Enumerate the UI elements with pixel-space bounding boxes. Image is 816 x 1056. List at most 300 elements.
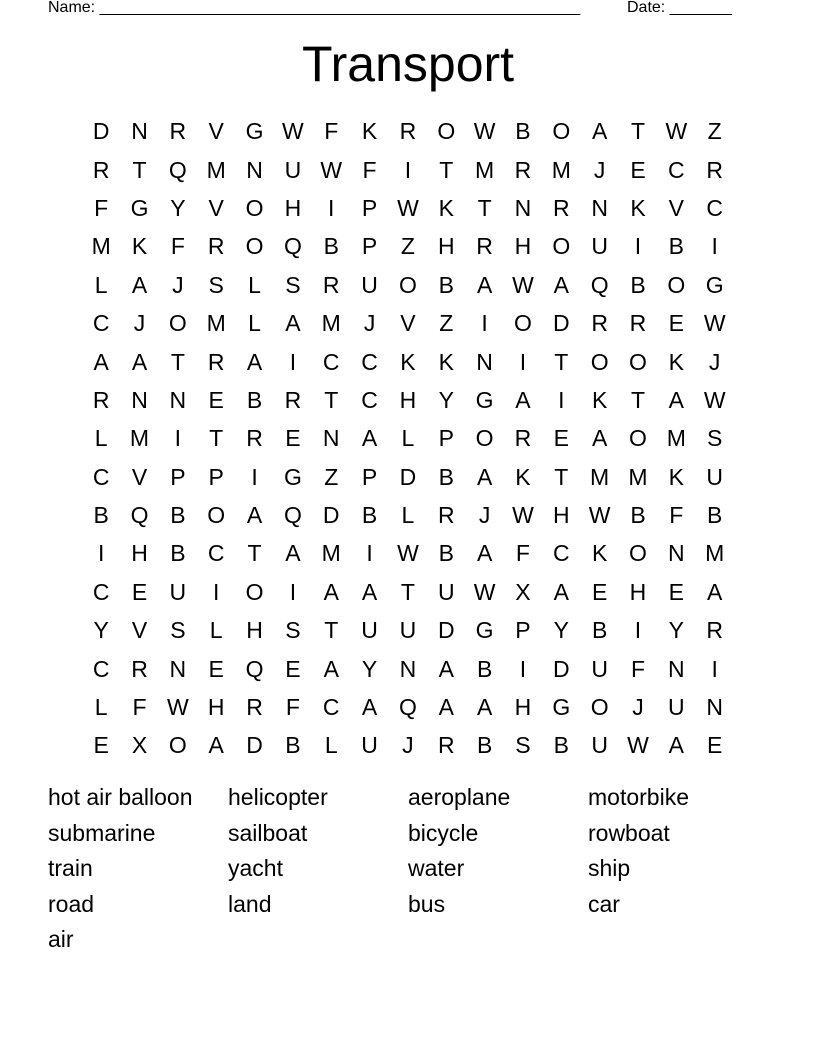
grid-cell[interactable]: B [361, 502, 378, 529]
grid-cell[interactable]: T [132, 156, 147, 183]
grid-cell[interactable]: W [397, 540, 419, 567]
grid-cell[interactable]: R [706, 156, 723, 183]
grid-cell[interactable]: R [476, 233, 493, 260]
grid-cell[interactable]: O [552, 233, 571, 260]
grid-cell[interactable]: E [285, 655, 301, 682]
grid-cell[interactable]: A [285, 310, 301, 337]
grid-cell[interactable]: I [558, 386, 565, 413]
grid-cell[interactable]: P [361, 463, 378, 490]
grid-cell[interactable]: H [207, 694, 225, 721]
grid-cell[interactable]: K [591, 540, 608, 567]
grid-cell[interactable]: U [668, 694, 685, 721]
grid-cell[interactable]: B [668, 233, 684, 260]
grid-cell[interactable]: W [167, 694, 189, 721]
grid-cell[interactable]: N [668, 655, 685, 682]
grid-cell[interactable]: E [131, 578, 148, 605]
grid-cell[interactable]: M [475, 156, 495, 183]
grid-cell[interactable]: O [629, 425, 647, 452]
grid-cell[interactable]: O [590, 694, 609, 721]
grid-cell[interactable]: O [245, 578, 264, 605]
grid-cell[interactable]: G [705, 271, 724, 298]
grid-cell[interactable]: B [515, 118, 531, 145]
grid-cell[interactable]: E [553, 425, 569, 452]
grid-cell[interactable]: I [634, 233, 642, 260]
grid-cell[interactable]: Z [324, 463, 339, 490]
date-field[interactable]: Date: _______ [627, 0, 732, 16]
word-list [48, 780, 768, 958]
grid-cell[interactable]: J [402, 732, 414, 759]
grid-cell[interactable]: D [552, 655, 570, 682]
grid-cell[interactable]: K [438, 194, 454, 221]
word-list-item: water [408, 855, 465, 882]
grid-cell[interactable]: D [92, 118, 110, 145]
grid-cell[interactable]: H [514, 233, 532, 260]
grid-cell[interactable]: N [514, 194, 532, 221]
grid-cell[interactable]: Q [398, 694, 417, 721]
grid-cell[interactable]: G [552, 694, 571, 721]
grid-cell[interactable]: M [321, 310, 341, 337]
grid-cell[interactable]: F [362, 156, 377, 183]
grid-cell[interactable]: I [328, 194, 335, 221]
grid-cell[interactable]: K [438, 348, 454, 375]
grid-cell[interactable]: V [131, 463, 148, 490]
grid-cell[interactable]: W [627, 732, 649, 759]
grid-cell[interactable]: M [91, 233, 111, 260]
grid-cell[interactable]: K [668, 348, 684, 375]
grid-cell[interactable]: I [519, 655, 527, 682]
grid-cell[interactable]: O [629, 348, 647, 375]
grid-cell[interactable]: O [475, 425, 494, 452]
grid-cell[interactable]: H [246, 617, 263, 644]
grid-cell[interactable]: A [285, 540, 301, 567]
grid-cell[interactable]: W [703, 386, 726, 413]
grid-cell[interactable]: O [207, 502, 226, 529]
grid-cell[interactable]: U [284, 156, 302, 183]
grid-cell[interactable]: B [438, 540, 454, 567]
grid-cell[interactable]: P [208, 463, 224, 490]
grid-cell[interactable]: A [208, 732, 224, 759]
grid-cell[interactable]: T [477, 194, 492, 221]
grid-cell[interactable]: R [437, 732, 455, 759]
grid-cell[interactable]: W [588, 502, 611, 529]
grid-cell[interactable]: C [706, 194, 723, 221]
grid-row [82, 150, 734, 188]
grid-cell[interactable]: J [632, 694, 644, 721]
grid-cell[interactable]: F [630, 655, 646, 682]
grid-cell[interactable]: Q [283, 233, 302, 260]
grid-cell[interactable]: U [399, 617, 417, 644]
grid-cell[interactable]: N [399, 655, 417, 682]
grid-cell[interactable]: P [361, 194, 378, 221]
grid-cell[interactable]: L [94, 425, 108, 452]
grid-cell[interactable]: H [399, 386, 417, 413]
grid-cell[interactable]: Q [283, 502, 302, 529]
grid-cell[interactable]: I [97, 540, 105, 567]
word-list-item: yacht [228, 855, 283, 882]
grid-cell[interactable]: G [283, 463, 302, 490]
grid-cell[interactable]: E [208, 655, 224, 682]
grid-cell[interactable]: Y [170, 194, 186, 221]
grid-cell[interactable]: Y [553, 617, 569, 644]
grid-cell[interactable]: N [131, 386, 148, 413]
grid-cell[interactable]: I [711, 233, 718, 260]
grid-cell[interactable]: H [131, 540, 148, 567]
grid-cell[interactable]: E [285, 425, 301, 452]
grid-cell[interactable]: R [514, 156, 532, 183]
grid-cell[interactable]: A [668, 386, 684, 413]
grid-cell[interactable]: I [711, 655, 718, 682]
grid-cell[interactable]: M [551, 156, 571, 183]
grid-cell[interactable]: C [668, 156, 685, 183]
grid-cell[interactable]: K [361, 118, 378, 145]
grid-cell[interactable]: A [476, 271, 493, 298]
grid-cell[interactable]: K [515, 463, 531, 490]
grid-cell[interactable]: L [94, 694, 108, 721]
grid-cell[interactable]: V [208, 194, 224, 221]
grid-cell[interactable]: A [131, 348, 148, 375]
grid-cell[interactable]: Y [438, 386, 454, 413]
grid-cell[interactable]: B [591, 617, 608, 644]
grid-cell[interactable]: S [515, 732, 531, 759]
grid-cell[interactable]: Y [361, 655, 378, 682]
grid-cell[interactable]: T [630, 386, 646, 413]
grid-row [82, 304, 734, 342]
grid-cell[interactable]: Q [130, 502, 149, 529]
grid-cell[interactable]: B [438, 463, 454, 490]
grid-cell[interactable]: F [132, 694, 147, 721]
grid-cell[interactable]: P [438, 425, 454, 452]
grid-cell[interactable]: A [361, 578, 378, 605]
grid-cell[interactable]: S [285, 617, 301, 644]
grid-cell[interactable]: I [519, 348, 527, 375]
grid-cell[interactable]: B [170, 540, 186, 567]
grid-cell[interactable]: S [285, 271, 301, 298]
grid-cell[interactable]: E [208, 386, 224, 413]
grid-cell[interactable]: I [251, 463, 258, 490]
grid-cell[interactable]: T [439, 156, 454, 183]
grid-cell[interactable]: M [206, 156, 226, 183]
grid-cell[interactable]: A [361, 425, 378, 452]
grid-cell[interactable]: W [473, 578, 496, 605]
grid-cell[interactable]: F [94, 194, 109, 221]
grid-cell[interactable]: V [131, 617, 148, 644]
grid-cell[interactable]: U [706, 463, 723, 490]
grid-cell[interactable]: X [515, 578, 531, 605]
grid-cell[interactable]: R [92, 386, 110, 413]
grid-cell[interactable]: U [591, 732, 608, 759]
grid-cell[interactable]: L [324, 732, 338, 759]
grid-cell[interactable]: I [404, 156, 412, 183]
grid-cell[interactable]: M [628, 463, 648, 490]
grid-cell[interactable]: Y [93, 617, 109, 644]
grid-cell[interactable]: U [361, 732, 378, 759]
grid-cell[interactable]: P [170, 463, 186, 490]
grid-cell[interactable]: O [245, 194, 264, 221]
grid-cell[interactable]: F [324, 118, 339, 145]
grid-cell[interactable]: R [131, 655, 148, 682]
grid-cell[interactable]: Z [707, 118, 722, 145]
grid-cell[interactable]: J [708, 348, 721, 375]
grid-cell[interactable]: N [169, 386, 187, 413]
grid-cell[interactable]: T [247, 540, 262, 567]
grid-cell[interactable]: M [705, 540, 725, 567]
grid-cell[interactable]: P [515, 617, 531, 644]
grid-cell[interactable]: X [131, 732, 148, 759]
grid-cell[interactable]: N [169, 655, 187, 682]
grid-cell[interactable]: C [92, 310, 110, 337]
grid-row [82, 573, 734, 611]
grid-cell[interactable]: R [514, 425, 532, 452]
grid-cell[interactable]: T [630, 118, 646, 145]
grid-cell[interactable]: N [591, 194, 608, 221]
grid-cell[interactable]: K [630, 194, 646, 221]
grid-cell[interactable]: A [476, 540, 493, 567]
grid-cell[interactable]: B [630, 271, 646, 298]
grid-cell[interactable]: L [401, 425, 415, 452]
grid-cell[interactable]: T [170, 348, 185, 375]
grid-cell[interactable]: A [591, 425, 608, 452]
grid-cell[interactable]: R [629, 310, 647, 337]
grid-cell[interactable]: B [170, 502, 186, 529]
grid-cell[interactable]: I [366, 540, 373, 567]
grid-cell[interactable]: R [246, 425, 263, 452]
grid-cell[interactable]: A [668, 732, 684, 759]
grid-cell[interactable]: A [246, 502, 263, 529]
grid-cell[interactable]: H [552, 502, 570, 529]
grid-cell[interactable]: O [514, 310, 532, 337]
grid-cell[interactable]: J [593, 156, 606, 183]
grid-cell[interactable]: S [208, 271, 224, 298]
grid-cell[interactable]: B [438, 271, 454, 298]
grid-cell[interactable]: A [515, 386, 531, 413]
grid-cell[interactable]: H [284, 194, 302, 221]
grid-cell[interactable]: T [324, 617, 339, 644]
grid-cell[interactable]: D [246, 732, 263, 759]
grid-cell[interactable]: I [289, 348, 297, 375]
grid-cell[interactable]: O [168, 732, 187, 759]
grid-cell[interactable]: C [361, 348, 378, 375]
grid-cell[interactable]: R [322, 271, 340, 298]
grid-cell[interactable]: E [707, 732, 723, 759]
grid-cell[interactable]: L [248, 271, 261, 298]
grid-cell[interactable]: U [169, 578, 187, 605]
grid-cell[interactable]: O [590, 348, 609, 375]
grid-cell[interactable]: M [321, 540, 341, 567]
name-field[interactable]: Name: ______________________________________________________ [48, 0, 581, 16]
grid-cell[interactable]: O [667, 271, 686, 298]
grid-cell[interactable]: A [246, 348, 263, 375]
grid-cell[interactable]: A [93, 348, 109, 375]
grid-cell[interactable]: K [591, 386, 608, 413]
grid-cell[interactable]: T [400, 578, 415, 605]
grid-cell[interactable]: M [590, 463, 610, 490]
grid-cell[interactable]: D [437, 617, 455, 644]
grid-cell[interactable]: O [552, 118, 571, 145]
grid-cell[interactable]: G [475, 617, 494, 644]
grid-cell[interactable]: D [399, 463, 417, 490]
grid-cell[interactable]: R [399, 118, 417, 145]
grid-cell[interactable]: W [397, 194, 419, 221]
grid-cell[interactable]: R [92, 156, 110, 183]
grid-cell[interactable]: O [437, 118, 456, 145]
grid-cell[interactable]: Q [590, 271, 609, 298]
grid-cell[interactable]: S [170, 617, 186, 644]
grid-cell[interactable]: B [285, 732, 301, 759]
grid-cell[interactable]: U [361, 617, 378, 644]
grid-cell[interactable]: B [246, 386, 263, 413]
grid-cell[interactable]: G [475, 386, 494, 413]
grid-cell[interactable]: J [478, 502, 491, 529]
grid-cell[interactable]: N [668, 540, 685, 567]
grid-cell[interactable]: U [437, 578, 455, 605]
grid-cell[interactable]: A [131, 271, 148, 298]
grid-cell[interactable]: R [169, 118, 187, 145]
grid-cell[interactable]: J [363, 310, 376, 337]
grid-cell[interactable]: L [209, 617, 223, 644]
grid-cell[interactable]: V [400, 310, 416, 337]
grid-cell[interactable]: L [401, 502, 415, 529]
grid-cell[interactable]: E [93, 732, 109, 759]
grid-cell[interactable]: A [553, 578, 569, 605]
grid-cell[interactable]: B [630, 502, 646, 529]
grid-cell[interactable]: H [514, 694, 532, 721]
grid-cell[interactable]: M [666, 425, 686, 452]
grid-cell[interactable]: T [209, 425, 224, 452]
grid-cell[interactable]: I [289, 578, 297, 605]
grid-cell[interactable]: W [512, 502, 534, 529]
grid-cell[interactable]: A [553, 271, 569, 298]
grid-cell[interactable]: A [323, 655, 339, 682]
grid-cell[interactable]: I [481, 310, 488, 337]
grid-cell[interactable]: A [476, 463, 493, 490]
grid-cell[interactable]: O [398, 271, 417, 298]
grid-cell[interactable]: N [131, 118, 148, 145]
grid-cell[interactable]: W [320, 156, 343, 183]
grid-cell[interactable]: V [208, 118, 224, 145]
grid-cell[interactable]: O [629, 540, 647, 567]
grid-cell[interactable]: T [554, 463, 569, 490]
grid-cell[interactable]: K [400, 348, 416, 375]
grid-cell[interactable]: J [172, 271, 184, 298]
grid-cell[interactable]: I [213, 578, 220, 605]
grid-cell[interactable]: C [361, 386, 378, 413]
grid-cell[interactable]: L [94, 271, 108, 298]
grid-cell[interactable]: J [133, 310, 146, 337]
grid-cell[interactable]: O [168, 310, 187, 337]
grid-cell[interactable]: A [591, 118, 608, 145]
grid-cell[interactable]: A [707, 578, 723, 605]
grid-cell[interactable]: R [284, 386, 302, 413]
grid-cell[interactable]: G [130, 194, 149, 221]
grid-cell[interactable]: W [512, 271, 534, 298]
grid-cell[interactable]: E [668, 578, 684, 605]
grid-cell[interactable]: I [174, 425, 182, 452]
grid-cell[interactable]: E [668, 310, 684, 337]
grid-cell[interactable]: R [591, 310, 608, 337]
grid-cell[interactable]: T [554, 348, 569, 375]
grid-cell[interactable]: N [246, 156, 263, 183]
grid-cell[interactable]: D [552, 310, 570, 337]
grid-cell[interactable]: N [322, 425, 340, 452]
grid-cell[interactable]: W [282, 118, 304, 145]
grid-cell[interactable]: H [629, 578, 647, 605]
grid-cell[interactable]: R [437, 502, 455, 529]
grid-cell[interactable]: R [706, 617, 723, 644]
grid-cell[interactable]: A [361, 694, 378, 721]
grid-cell[interactable]: U [591, 655, 608, 682]
grid-cell[interactable]: N [706, 694, 723, 721]
grid-cell[interactable]: R [207, 233, 225, 260]
grid-cell[interactable]: S [707, 425, 723, 452]
grid-cell[interactable]: Q [245, 655, 264, 682]
grid-cell[interactable]: T [324, 386, 339, 413]
grid-row [82, 649, 734, 687]
word-list-item: rowboat [588, 819, 670, 846]
grid-cell[interactable]: Z [400, 233, 415, 260]
grid-cell[interactable]: W [665, 118, 688, 145]
grid-cell[interactable]: R [207, 348, 225, 375]
grid-cell[interactable]: C [322, 694, 340, 721]
grid-cell[interactable]: L [248, 310, 261, 337]
grid-cell[interactable]: F [285, 694, 300, 721]
grid-cell[interactable]: M [129, 425, 150, 452]
grid-cell[interactable]: E [591, 578, 608, 605]
grid-cell[interactable]: C [322, 348, 340, 375]
grid-cell[interactable]: B [476, 732, 493, 759]
grid-cell[interactable]: F [515, 540, 530, 567]
grid-cell[interactable]: C [92, 655, 110, 682]
grid-cell[interactable]: A [323, 578, 339, 605]
grid-cell[interactable]: K [131, 233, 148, 260]
grid-cell[interactable]: Q [168, 156, 187, 183]
grid-cell[interactable]: R [552, 194, 570, 221]
grid-cell[interactable]: P [361, 233, 378, 260]
grid-cell[interactable]: C [92, 578, 110, 605]
grid-cell[interactable]: R [246, 694, 263, 721]
grid-cell[interactable]: B [323, 233, 339, 260]
grid-cell[interactable]: C [207, 540, 225, 567]
grid-cell[interactable]: U [361, 271, 378, 298]
grid-cell[interactable]: U [591, 233, 608, 260]
grid-cell[interactable]: G [245, 118, 264, 145]
grid-cell[interactable]: B [93, 502, 109, 529]
word-list-item: land [228, 890, 272, 917]
grid-cell[interactable]: H [437, 233, 455, 260]
grid-cell[interactable]: D [322, 502, 340, 529]
grid-cell[interactable]: N [476, 348, 493, 375]
grid-cell[interactable]: Z [439, 310, 454, 337]
grid-cell[interactable]: A [476, 694, 493, 721]
grid-cell[interactable]: K [668, 463, 684, 490]
grid-cell[interactable]: B [707, 502, 723, 529]
grid-cell[interactable]: C [552, 540, 570, 567]
grid-cell[interactable]: A [438, 694, 454, 721]
grid-cell[interactable]: M [206, 310, 226, 337]
grid-cell[interactable]: W [473, 118, 496, 145]
grid-cell[interactable]: F [669, 502, 684, 529]
grid-cell[interactable]: C [92, 463, 110, 490]
grid-cell[interactable]: Y [668, 617, 684, 644]
grid-cell[interactable]: F [170, 233, 185, 260]
grid-cell[interactable]: I [634, 617, 642, 644]
grid-cell[interactable]: A [438, 655, 454, 682]
grid-cell[interactable]: V [668, 194, 684, 221]
grid-cell[interactable]: B [553, 732, 569, 759]
grid-cell[interactable]: W [703, 310, 726, 337]
grid-cell[interactable]: B [476, 655, 493, 682]
grid-cell[interactable]: O [245, 233, 264, 260]
grid-cell[interactable]: E [630, 156, 646, 183]
